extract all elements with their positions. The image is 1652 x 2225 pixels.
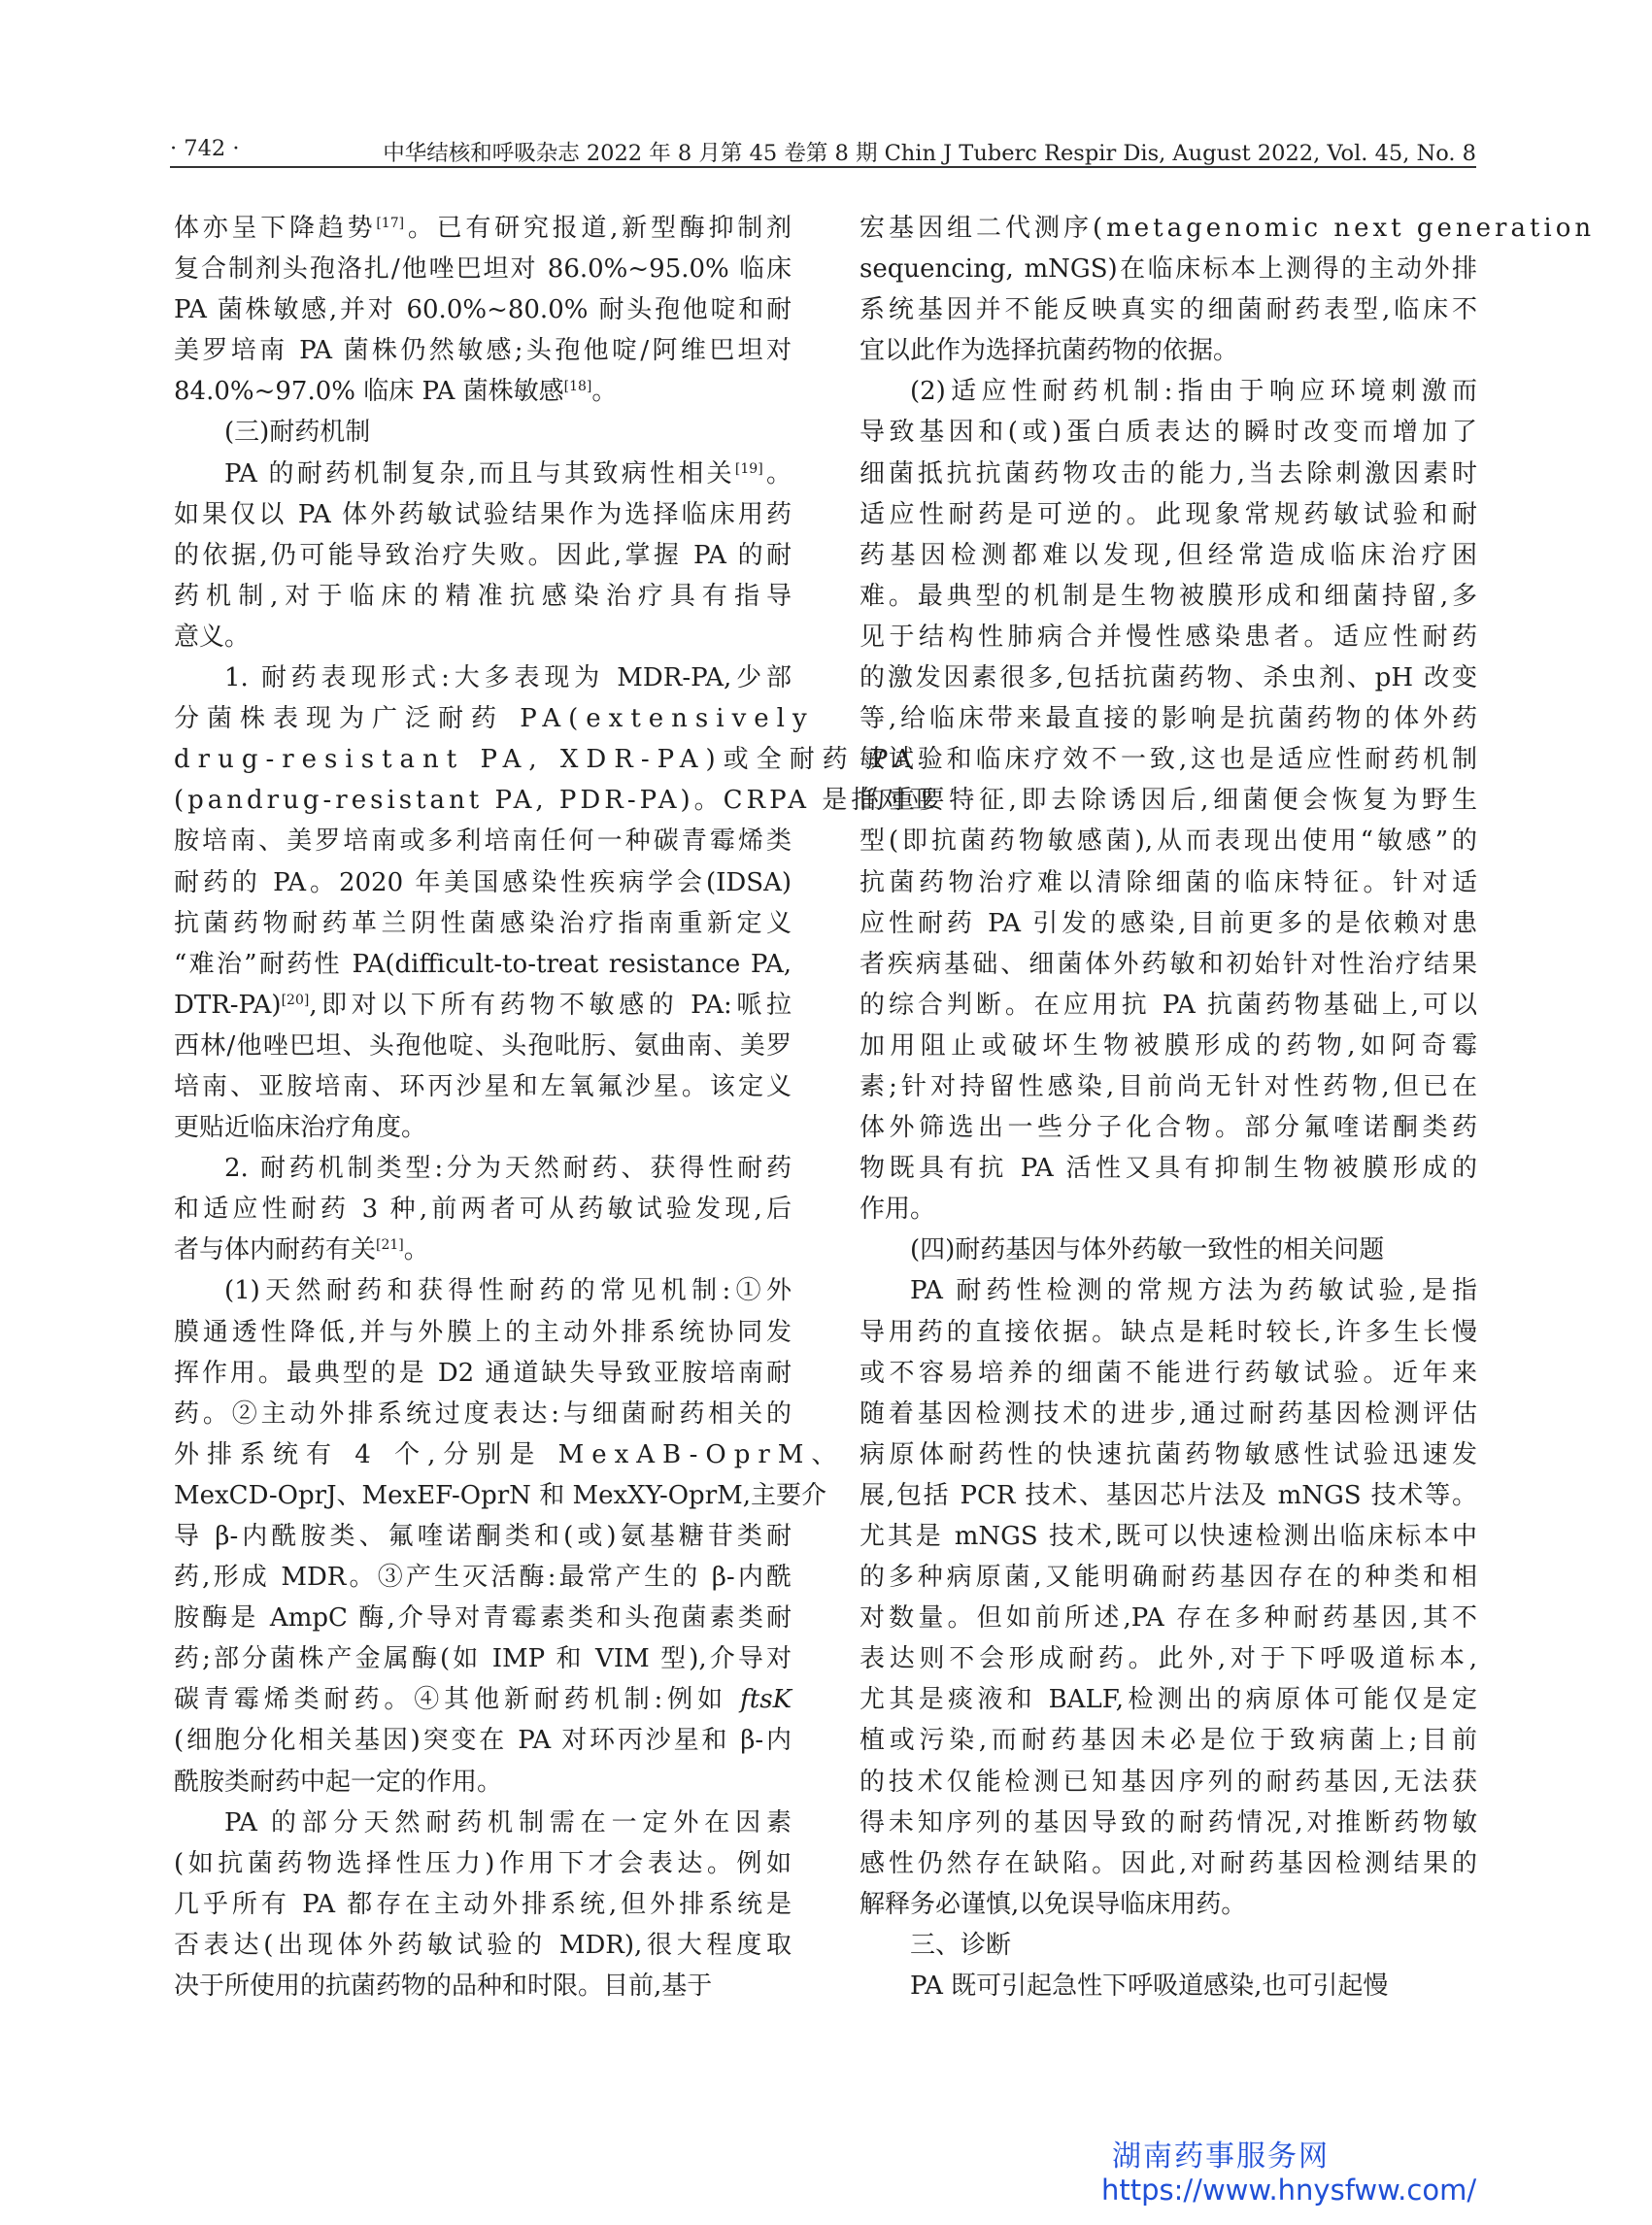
line-text: 见于结构性肺病合并慢性感染患者。适应性耐药	[860, 622, 1477, 652]
text-line	[174, 903, 792, 944]
line-text: 药机制,对于临床的精准抗感染治疗具有指导	[174, 581, 792, 611]
line-text: 的多种病原菌,又能明确耐药基因存在的种类和相	[860, 1563, 1477, 1593]
text-line	[860, 1230, 1477, 1270]
text-line	[860, 330, 1477, 371]
watermark-site-name: 湖南药事服务网	[1112, 2140, 1330, 2174]
line-text: (2)适应性耐药机制:指由于响应环境刺激而	[910, 377, 1477, 407]
citation-ref[interactable]: [21]	[376, 1237, 404, 1254]
text-line	[860, 903, 1477, 944]
text-line	[860, 208, 1596, 249]
text-line	[860, 1066, 1477, 1107]
gene-name: ftsK	[740, 1685, 792, 1715]
line-text: 分菌株表现为广泛耐药 PA(extensively	[174, 704, 815, 734]
text-line	[860, 862, 1477, 903]
text-line	[860, 249, 1477, 289]
text-line	[174, 1312, 792, 1353]
line-text: sequencing, mNGS)在临床标本上测得的主动外排	[860, 254, 1477, 285]
text-line	[860, 698, 1477, 739]
text-line	[174, 1394, 792, 1434]
text-line	[174, 535, 792, 576]
line-text: 的重要特征,即去除诱因后,细菌便会恢复为野生	[860, 786, 1477, 816]
line-text: 尤其是痰液和 BALF,检测出的病原体可能仅是定	[860, 1685, 1477, 1715]
line-text: 体亦呈下降趋势	[174, 214, 377, 243]
text-line	[174, 1557, 792, 1598]
text-line	[860, 739, 1477, 780]
text-line	[860, 1679, 1477, 1720]
line-text: drug-resistant PA, XDR-PA)或全耐药 PA	[174, 745, 920, 775]
line-text: 培南、亚胺培南、环丙沙星和左氧氟沙星。该定义	[174, 1071, 792, 1101]
line-text: MexCD-OprJ、MexEF-OprN 和 MexXY-OprM,主要介	[174, 1480, 827, 1510]
text-line	[174, 330, 792, 371]
text-line	[174, 1679, 792, 1720]
line-text: 宏基因组二代测序(metagenomic next generation	[860, 214, 1596, 243]
line-text: 导 β-内酰胺类、氟喹诺酮类和(或)氨基糖苷类耐	[174, 1522, 792, 1551]
text-line	[860, 1270, 1477, 1311]
line-text: 尤其是 mNGS 技术,既可以快速检测出临床标本中	[860, 1522, 1477, 1551]
line-text: 对数量。但如前所述,PA 存在多种耐药基因,其不	[860, 1603, 1477, 1634]
line-text: 美罗培南 PA 菌株仍然敏感;头孢他啶/阿维巴坦对	[174, 336, 792, 366]
line-text: 胺酶是 AmpC 酶,介导对青霉素类和头孢菌素类耐	[174, 1603, 792, 1634]
text-line	[174, 1762, 792, 1803]
text-line	[174, 780, 939, 821]
text-line	[860, 1148, 1477, 1189]
text-line	[174, 862, 792, 903]
line-text: 酰胺类耐药中起一定的作用。	[174, 1767, 503, 1797]
text-line	[860, 371, 1477, 412]
line-text: 素;针对持留性感染,目前尚无针对性药物,但已在	[860, 1071, 1477, 1101]
text-line	[860, 1803, 1477, 1843]
line-text: 胺培南、美罗培南或多利培南任何一种碳青霉烯类	[174, 826, 792, 857]
line-text: (四)耐药基因与体外药敏一致性的相关问题	[910, 1235, 1385, 1265]
line-text: 2. 耐药机制类型:分为天然耐药、获得性耐药	[224, 1154, 792, 1184]
text-line	[860, 1516, 1477, 1557]
line-text: PA 菌株敏感,并对 60.0%~80.0% 耐头孢他啶和耐	[174, 295, 792, 325]
line-text: 。已有研究报道,新型酶抑制剂	[404, 214, 792, 243]
line-text: 挥作用。最典型的是 D2 通道缺失导致亚胺培南耐	[174, 1358, 792, 1388]
line-text: 宜以此作为选择抗菌药物的依据。	[860, 336, 1239, 366]
line-text: 三、诊断	[910, 1930, 1012, 1960]
text-line	[174, 1720, 792, 1761]
line-text: 细菌抵抗抗菌药物攻击的能力,当去除刺激因素时	[860, 458, 1477, 489]
text-line	[860, 454, 1477, 494]
text-line	[174, 1843, 792, 1884]
text-line	[174, 494, 792, 535]
text-line	[174, 1230, 792, 1270]
text-line	[174, 1189, 792, 1230]
line-text: 加用阻止或破坏生物被膜形成的药物,如阿奇霉	[860, 1030, 1477, 1061]
text-line	[174, 208, 792, 249]
line-text: 适应性耐药是可逆的。此现象常规药敏试验和耐	[860, 499, 1477, 529]
line-text: 的技术仅能检测已知基因序列的耐药基因,无法获	[860, 1767, 1477, 1797]
text-line	[860, 1557, 1477, 1598]
text-line	[860, 1966, 1477, 2006]
text-line	[174, 739, 920, 780]
line-text: 者疾病基础、细菌体外药敏和初始针对性治疗结果	[860, 949, 1477, 979]
line-text: 难。最典型的机制是生物被膜形成和细菌持留,多	[860, 581, 1477, 611]
line-text: 。	[762, 458, 792, 489]
text-line	[860, 1353, 1477, 1394]
text-line	[174, 454, 792, 494]
text-line	[860, 1720, 1477, 1761]
line-text: 敏试验和临床疗效不一致,这也是适应性耐药机制	[860, 745, 1477, 775]
line-text: 84.0%~97.0% 临床 PA 菌株敏感	[174, 377, 564, 407]
text-line	[860, 985, 1477, 1026]
line-text: (1)天然耐药和获得性耐药的常见机制:①外	[224, 1276, 792, 1306]
line-text: 。	[591, 377, 618, 407]
line-text: 西林/他唑巴坦、头孢他啶、头孢吡肟、氨曲南、美罗	[174, 1030, 792, 1061]
text-line	[860, 1475, 1477, 1516]
text-line	[860, 1638, 1477, 1679]
watermark-url[interactable]: https://www.hnysfww.com/	[1101, 2174, 1477, 2207]
line-text: “难治”耐药性 PA(difficult-to-treat resistance PA,	[174, 949, 792, 979]
text-line	[860, 1107, 1477, 1148]
line-text: 感性仍然存在缺陷。因此,对耐药基因检测结果的	[860, 1848, 1477, 1878]
line-text: 导致基因和(或)蛋白质表达的瞬时改变而增加了	[860, 418, 1477, 448]
text-line	[174, 412, 792, 453]
text-line	[174, 821, 792, 861]
citation-ref[interactable]: [17]	[376, 216, 405, 231]
line-text: 抗菌药物治疗难以清除细菌的临床特征。针对适	[860, 867, 1477, 897]
line-text: 病原体耐药性的快速抗菌药物敏感性试验迅速发	[860, 1439, 1477, 1469]
text-line	[174, 1026, 792, 1066]
text-line	[860, 944, 1477, 985]
text-line	[860, 617, 1477, 657]
line-text: 和适应性耐药 3 种,前两者可从药敏试验发现,后	[174, 1195, 792, 1225]
line-text: 解释务必谨慎,以免误导临床用药。	[860, 1889, 1247, 1919]
line-text: 的激发因素很多,包括抗菌药物、杀虫剂、pH 改变	[860, 663, 1477, 693]
text-line	[174, 576, 792, 617]
line-text: 的依据,仍可能导致治疗失败。因此,掌握 PA 的耐	[174, 540, 792, 570]
line-text: 抗菌药物耐药革兰阴性菌感染治疗指南重新定义	[174, 908, 792, 938]
text-line	[860, 1884, 1477, 1925]
line-text: 1. 耐药表现形式:大多表现为 MDR-PA,少部	[224, 663, 792, 693]
journal-citation: 中华结核和呼吸杂志 2022 年 8 月第 45 卷第 8 期 Chin J Tuberc Respir Dis, August 2022, Vol. 45, No. 8	[383, 141, 1476, 166]
text-line	[174, 1148, 792, 1189]
text-line	[174, 1598, 792, 1638]
line-text: 植或污染,而耐药基因未必是位于致病菌上;目前	[860, 1726, 1477, 1756]
text-line	[174, 1638, 792, 1679]
running-header	[170, 132, 1476, 165]
text-line	[860, 1843, 1477, 1884]
line-text: 作用。	[860, 1195, 936, 1225]
line-text: 体外筛选出一些分子化合物。部分氟喹诺酮类药	[860, 1113, 1477, 1143]
text-line	[860, 1598, 1477, 1638]
line-text: PA 既可引起急性下呼吸道感染,也可引起慢	[910, 1972, 1389, 2002]
line-text: 得未知序列的基因导致的耐药情况,对推断药物敏	[860, 1807, 1477, 1837]
text-line	[860, 821, 1477, 861]
line-text: 表达则不会形成耐药。此外,对于下呼吸道标本,	[860, 1644, 1477, 1674]
text-line	[860, 1925, 1477, 1966]
text-line	[174, 1516, 792, 1557]
line-text: 药;部分菌株产金属酶(如 IMP 和 VIM 型),介导对	[174, 1644, 792, 1674]
text-line	[174, 657, 792, 698]
text-line	[860, 1026, 1477, 1066]
text-line	[174, 1803, 792, 1843]
line-text: (pandrug-resistant PA, PDR-PA)。CRPA 是指对亚	[174, 786, 939, 816]
text-line	[174, 1270, 792, 1311]
line-text: 。	[403, 1235, 429, 1265]
right-text-column	[860, 208, 1596, 2006]
text-line	[860, 657, 1477, 698]
line-text: (细胞分化相关基因)突变在 PA 对环丙沙星和 β-内	[174, 1726, 792, 1756]
text-line	[174, 249, 792, 289]
citation-ref[interactable]: [20]	[281, 992, 310, 1008]
line-text: 随着基因检测技术的进步,通过耐药基因检测评估	[860, 1399, 1477, 1429]
line-text: 耐药的 PA。2020 年美国感染性疾病学会(IDSA)	[174, 867, 792, 897]
text-line	[860, 494, 1477, 535]
line-text: (三)耐药机制	[224, 418, 371, 448]
line-text: ,即对以下所有药物不敏感的 PA:哌拉	[309, 990, 792, 1020]
text-line	[174, 1353, 792, 1394]
text-line	[174, 944, 792, 985]
text-line	[174, 985, 792, 1026]
line-text: 药基因检测都难以发现,但经常造成临床治疗困	[860, 540, 1477, 570]
text-line	[860, 1394, 1477, 1434]
text-line	[860, 780, 1477, 821]
text-line	[174, 289, 792, 330]
line-text: 物既具有抗 PA 活性又具有抑制生物被膜形成的	[860, 1154, 1477, 1184]
line-text: 者与体内耐药有关	[174, 1235, 377, 1265]
text-line	[860, 1762, 1477, 1803]
text-line	[860, 1312, 1477, 1353]
line-text: 更贴近临床治疗角度。	[174, 1113, 427, 1143]
line-text: (如抗菌药物选择性压力)作用下才会表达。例如	[174, 1848, 792, 1878]
line-text: 型(即抗菌药物敏感菌),从而表现出使用“敏感”的	[860, 826, 1477, 857]
line-text: 导用药的直接依据。缺点是耗时较长,许多生长慢	[860, 1317, 1477, 1347]
line-text: 药,形成 MDR。③产生灭活酶:最常产生的 β-内酰	[174, 1563, 792, 1593]
line-text: 的综合判断。在应用抗 PA 抗菌药物基础上,可以	[860, 990, 1477, 1020]
text-line	[174, 1434, 845, 1475]
text-line	[174, 617, 792, 657]
text-line	[860, 289, 1477, 330]
citation-ref[interactable]: [19]	[734, 460, 763, 477]
text-line	[174, 1925, 792, 1966]
line-text: PA 耐药性检测的常规方法为药敏试验,是指	[910, 1276, 1477, 1306]
text-line	[860, 412, 1477, 453]
text-line	[174, 1966, 792, 2006]
text-line	[174, 371, 792, 412]
line-text: PA 的部分天然耐药机制需在一定外在因素	[224, 1807, 792, 1837]
text-line	[860, 1434, 1477, 1475]
text-line	[174, 1475, 827, 1516]
line-text: 外排系统有 4 个,分别是 MexAB-OprM、	[174, 1439, 845, 1469]
line-text: PA 的耐药机制复杂,而且与其致病性相关	[224, 458, 735, 489]
line-text: DTR-PA)	[174, 990, 282, 1020]
line-text: 应性耐药 PA 引发的感染,目前更多的是依赖对患	[860, 908, 1477, 938]
line-text: 或不容易培养的细菌不能进行药敏试验。近年来	[860, 1358, 1477, 1388]
left-text-column	[174, 208, 939, 2006]
text-line	[860, 1189, 1477, 1230]
line-text: 如果仅以 PA 体外药敏试验结果作为选择临床用药	[174, 499, 792, 529]
line-text: 膜通透性降低,并与外膜上的主动外排系统协同发	[174, 1317, 792, 1347]
text-line	[174, 1884, 792, 1925]
text-line	[174, 1066, 792, 1107]
line-text: 药。②主动外排系统过度表达:与细菌耐药相关的	[174, 1399, 792, 1429]
line-text: 展,包括 PCR 技术、基因芯片法及 mNGS 技术等。	[860, 1480, 1477, 1510]
line-text: 系统基因并不能反映真实的细菌耐药表型,临床不	[860, 295, 1477, 325]
line-text: 等,给临床带来最直接的影响是抗菌药物的体外药	[860, 704, 1477, 734]
text-line	[174, 698, 815, 739]
text-line	[174, 1107, 792, 1148]
citation-ref[interactable]: [18]	[563, 379, 592, 395]
line-text: 几乎所有 PA 都存在主动外排系统,但外排系统是	[174, 1889, 792, 1919]
text-line	[860, 576, 1477, 617]
text-line	[860, 535, 1477, 576]
line-text: 碳青霉烯类耐药。④其他新耐药机制:例如	[174, 1685, 741, 1715]
line-text: 决于所使用的抗菌药物的品种和时限。目前,基于	[174, 1972, 713, 2002]
line-text: 复合制剂头孢洛扎/他唑巴坦对 86.0%~95.0% 临床	[174, 254, 792, 285]
page-number: · 742 ·	[170, 136, 240, 161]
line-text: 意义。	[174, 622, 251, 652]
header-divider	[170, 166, 1476, 168]
line-text: 否表达(出现体外药敏试验的 MDR),很大程度取	[174, 1930, 792, 1960]
